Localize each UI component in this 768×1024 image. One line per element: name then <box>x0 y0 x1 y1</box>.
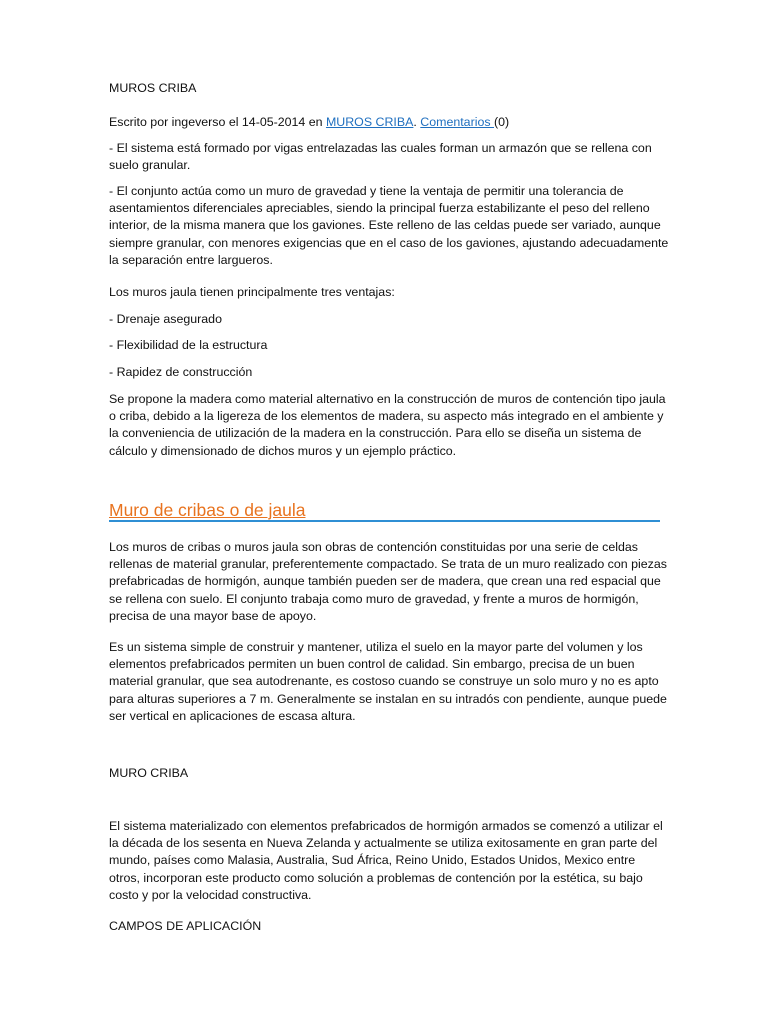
comments-link[interactable]: Comentarios <box>420 115 494 129</box>
byline-separator: . <box>413 115 421 129</box>
paragraph-characteristics: Es un sistema simple de construir y mantener, utiliza el suelo en la mayor parte del volumen y los elementos prefabricados permiten un buen control de calidad. Sin embargo, precisa de un buen material granular, que sea autodrenante, es costoso cuando se construye un solo muro y no es apto para alturas superiores a 7 m. Generalmente se instalan en su intradós con pendiente, aunque puede ser vertical en aplicaciones de escasa altura. <box>109 640 667 723</box>
heading-rule <box>109 520 660 522</box>
paragraph-gravity: - El conjunto actúa como un muro de gravedad y tiene la ventaja de permitir una tolerancia de asentamientos diferenciales apreciables, siendo la principal fuerza estabilizante el peso del relleno interior, de la misma manera que los gaviones. Este relleno de las celdas puede ser variado, aunque siempre granular, con menores exigencias que en el caso de los gaviones, ajustando adecuadamente la separación entre largueros. <box>109 184 669 267</box>
paragraph-structure: - El sistema está formado por vigas entrelazadas las cuales forman un armazón que se rellena con suelo granular. <box>109 141 652 173</box>
byline <box>109 114 669 131</box>
category-link[interactable]: MUROS CRIBA <box>325 115 414 129</box>
advantage-item-rapidez: - Rapidez de construcción <box>109 365 253 379</box>
doc-title: MUROS CRIBA <box>109 81 197 95</box>
campos-title: CAMPOS DE APLICACIÓN <box>109 919 262 933</box>
paragraph-definition: Los muros de cribas o muros jaula son obras de contención constituidas por una serie de celdas rellenas de material granular, preferentemente compactado. Se trata de un muro realizado con piezas prefabricadas de hormigón, aunque también pueden ser de madera, que crean una red espacial que se rellena con suelo. El conjunto trabaja como muro de gravedad, y frente a muros de hormigón, precisa de una mayor base de apoyo. <box>109 540 667 623</box>
advantages-intro: Los muros jaula tienen principalmente tres ventajas: <box>109 285 395 299</box>
section-heading: Muro de cribas o de jaula <box>109 500 306 520</box>
paragraph-madera: Se propone la madera como material alternativo en la construcción de muros de contención tipo jaula o criba, debido a la ligereza de los elementos de madera, su aspecto más integrado en el ambiente y la conveniencia de utilización de la madera en la construcción. Para ello se diseña un sistema de cálculo y dimensionado de dichos muros y un ejemplo práctico. <box>109 392 666 458</box>
advantage-item-flexibilidad: - Flexibilidad de la estructura <box>109 338 268 352</box>
byline-prefix: Escrito por ingeverso el 14-05-2014 en <box>109 115 326 129</box>
paragraph-history: El sistema materializado con elementos prefabricados de hormigón armados se comenzó a utilizar el la década de los sesenta en Nueva Zelanda y actualmente se utiliza exitosamente en gran parte del mundo, países como Malasia, Australia, Sud África, Reino Unido, Estados Unidos, Mexico entre otros, incorporan este producto como solución a problemas de contención por la estética, su bajo costo y por la velocidad constructiva. <box>109 819 663 902</box>
subtitle-muro-criba: MURO CRIBA <box>109 766 189 780</box>
advantage-item-drenaje: - Drenaje asegurado <box>109 312 222 326</box>
comments-count: (0) <box>493 115 510 129</box>
